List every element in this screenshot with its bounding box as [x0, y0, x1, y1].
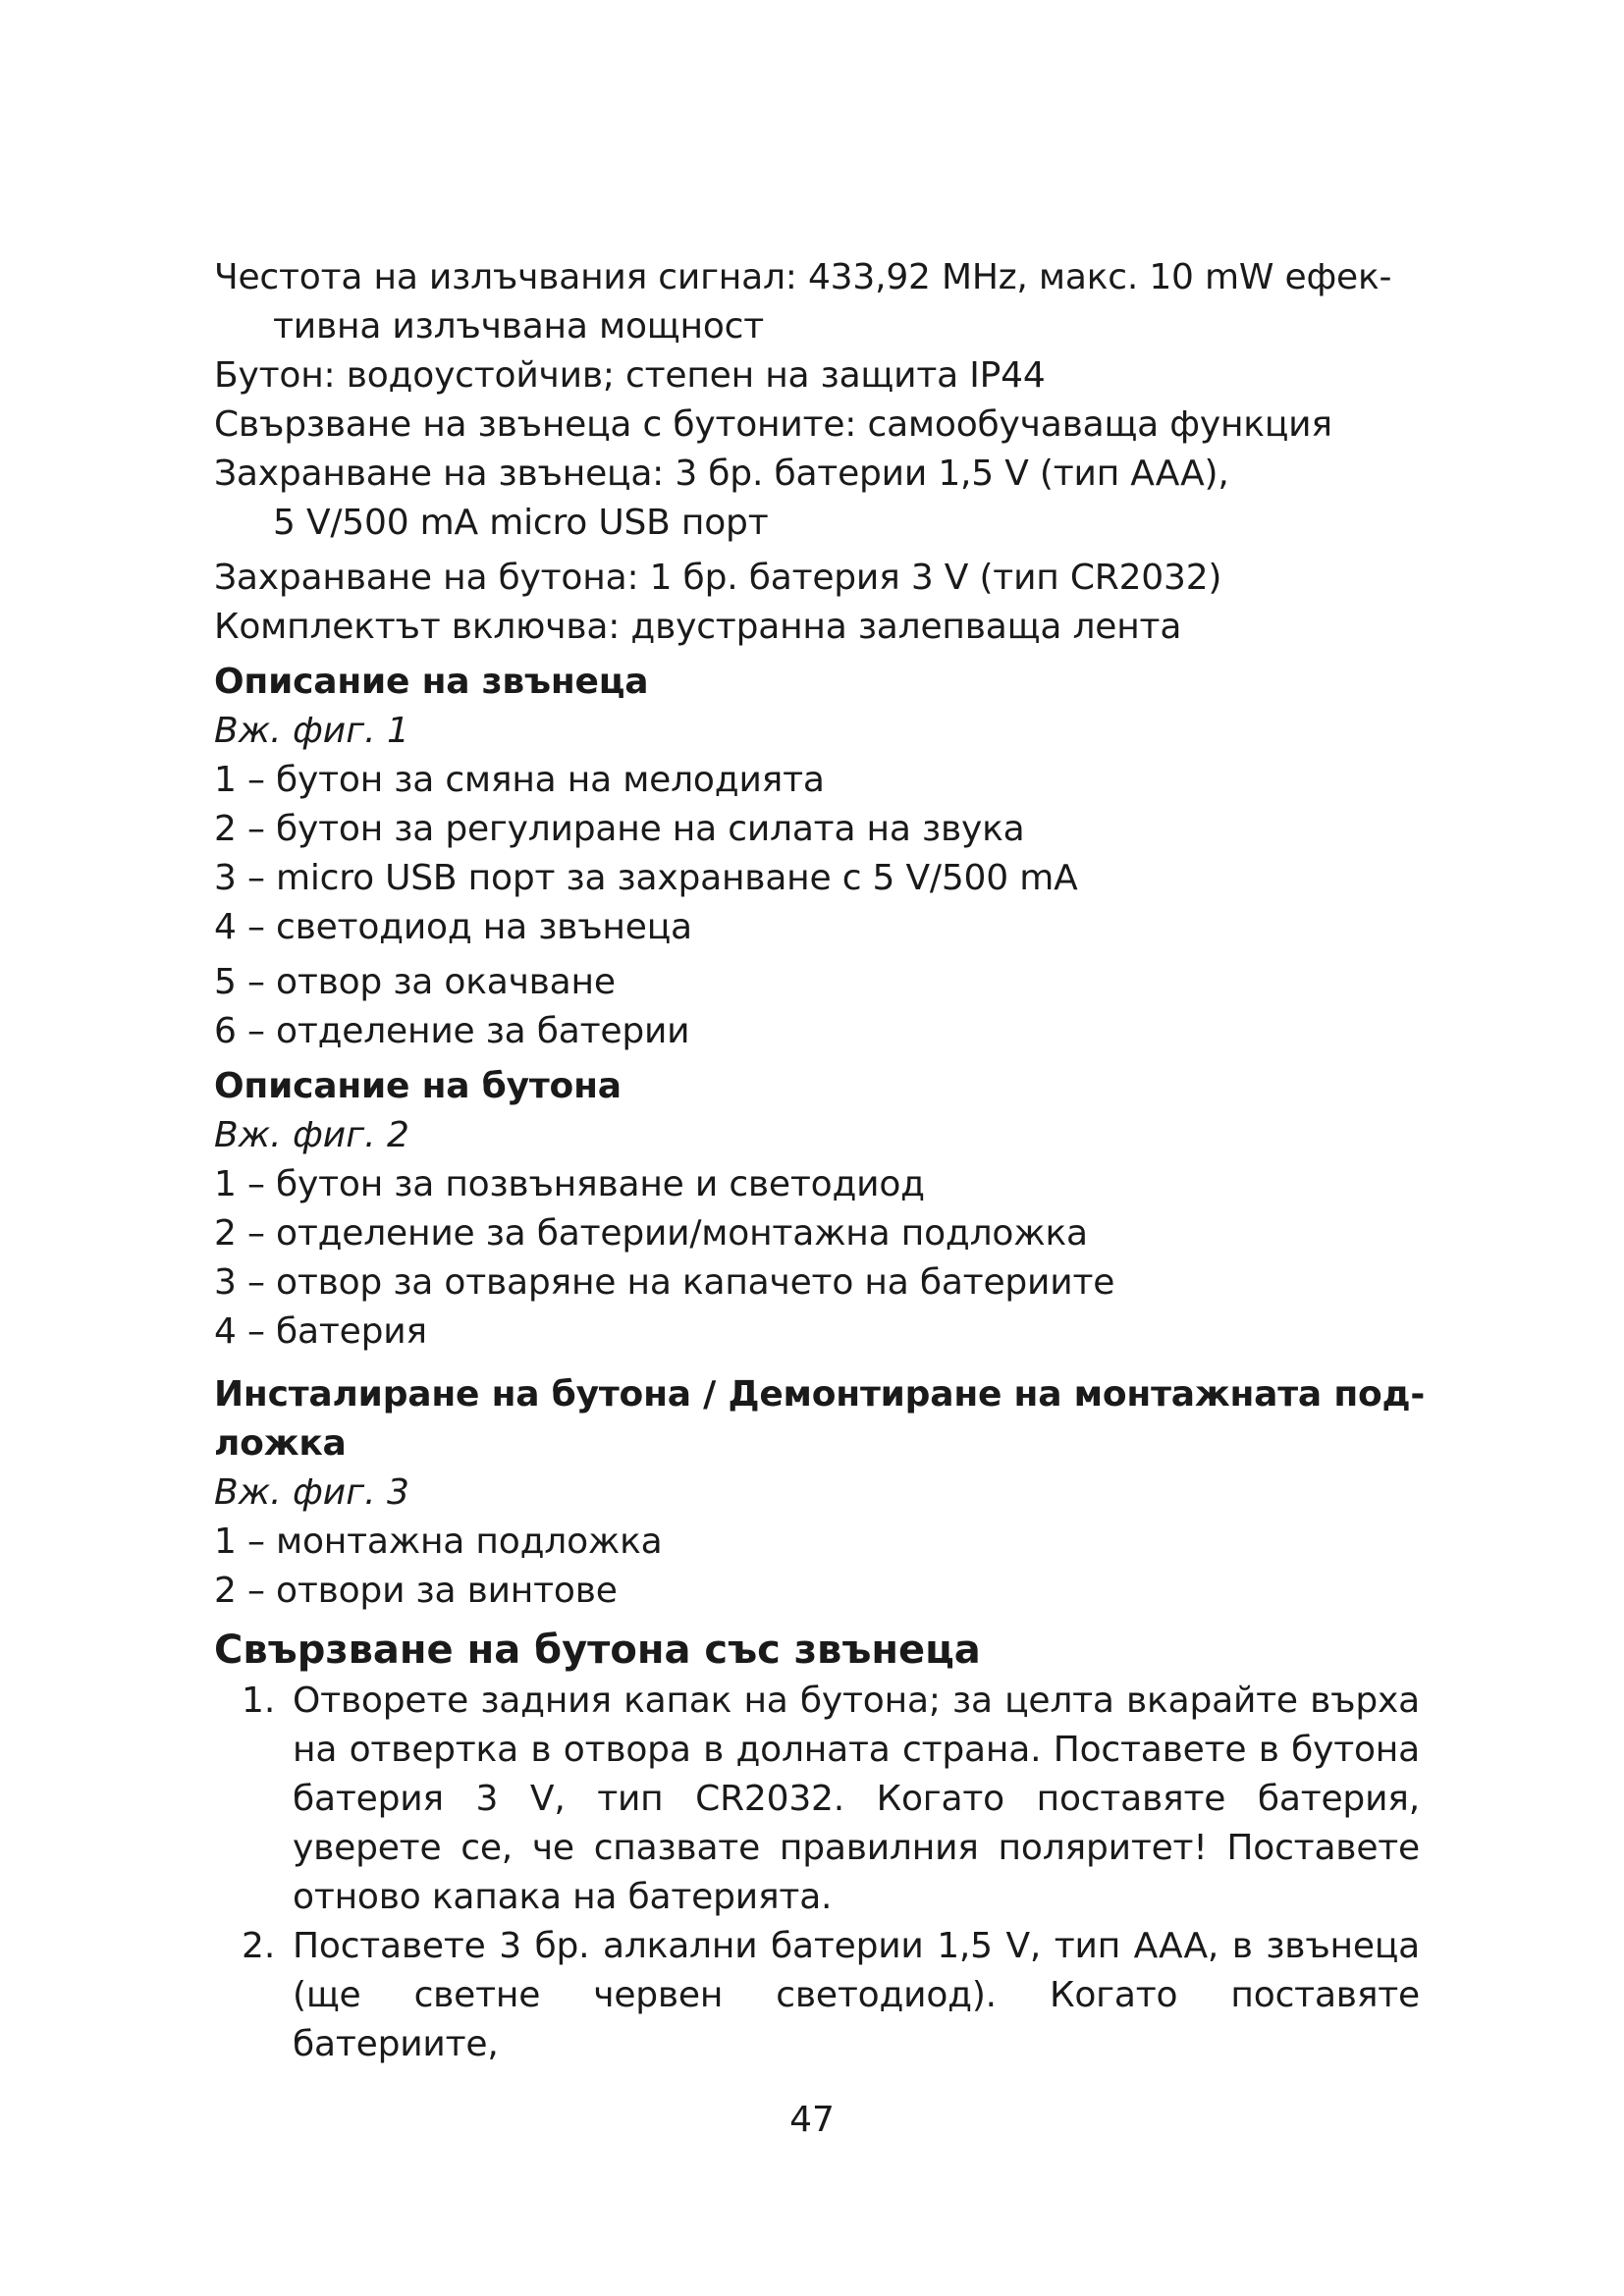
spec-bell-power: Захранване на звънеца: 3 бр. батерии 1,5 V (тип AAA),	[214, 454, 1229, 494]
bell-description-heading: Описание на звънеца	[214, 662, 649, 702]
bell-description-section	[214, 658, 1432, 1056]
specs-section	[214, 253, 1432, 652]
installation-section	[214, 1370, 1432, 1616]
numbered-step	[242, 1922, 1432, 2069]
spec-frequency: Честота на излъчвания сигнал: 433,92 MHz, макс. 10 mW ефек-	[214, 257, 1392, 297]
step-number: 2.	[242, 1926, 276, 1966]
spec-frequency-cont: тивна излъчвана мощност	[273, 306, 765, 347]
spec-button: Бутон: водоустойчив; степен на защита IP44	[214, 355, 1046, 396]
list-item: 6 – отделение за батерии	[214, 1011, 690, 1051]
installation-heading-cont: ложка	[214, 1423, 347, 1464]
button-description-section	[214, 1062, 1432, 1357]
list-item: 5 – отвор за окачване	[214, 962, 616, 1002]
step-text: Отворете задния капак на бутона; за целта вкарайте върха на отвертка в отвора в долната страна. Поставете в бутона батерия 3 V, тип CR2032. Когато поставяте батерия, уверете се, че спазвате правилния поляритет! Поставете отново капака на батерията.	[293, 1681, 1420, 1917]
button-fig-ref: Вж. фиг. 2	[214, 1115, 409, 1155]
list-item: 4 – батерия	[214, 1311, 427, 1352]
installation-heading: Инсталиране на бутона / Демонтиране на монтажната под-	[214, 1374, 1426, 1415]
step-text: Поставете 3 бр. алкални батерии 1,5 V, тип AAA, в звънеца (ще светне червен светодиод). Когато поставяте батериите,	[293, 1926, 1420, 2064]
spec-button-power: Захранване на бутона: 1 бр. батерия 3 V (тип CR2032)	[214, 558, 1222, 598]
spec-pairing: Свързване на звънеца с бутоните: самообучаваща функция	[214, 404, 1332, 445]
step-number: 1.	[242, 1681, 276, 1721]
numbered-step	[242, 1677, 1432, 1922]
installation-fig-ref: Вж. фиг. 3	[214, 1472, 409, 1513]
list-item: 2 – отделение за батерии/монтажна подложка	[214, 1213, 1088, 1254]
bell-fig-ref: Вж. фиг. 1	[214, 711, 409, 751]
list-item: 3 – отвор за отваряне на капачето на батериите	[214, 1262, 1115, 1303]
connecting-heading: Свързване на бутона със звънеца	[214, 1628, 981, 1673]
spec-bell-power-cont: 5 V/500 mA micro USB порт	[273, 503, 769, 543]
list-item: 2 – бутон за регулиране на силата на звука	[214, 809, 1025, 849]
button-description-heading: Описание на бутона	[214, 1066, 622, 1106]
page-number: 47	[789, 2100, 835, 2140]
list-item: 1 – бутон за позвъняване и светодиод	[214, 1164, 925, 1204]
spec-package: Комплектът включва: двустранна залепваща лента	[214, 607, 1182, 647]
list-item: 1 – монтажна подложка	[214, 1522, 663, 1562]
document-page	[214, 253, 1432, 2069]
list-item: 4 – светодиод на звънеца	[214, 907, 692, 947]
connecting-section	[214, 1624, 1432, 2069]
list-item: 3 – micro USB порт за захранване с 5 V/500 mA	[214, 858, 1078, 898]
list-item: 2 – отвори за винтове	[214, 1571, 618, 1611]
list-item: 1 – бутон за смяна на мелодията	[214, 760, 825, 800]
